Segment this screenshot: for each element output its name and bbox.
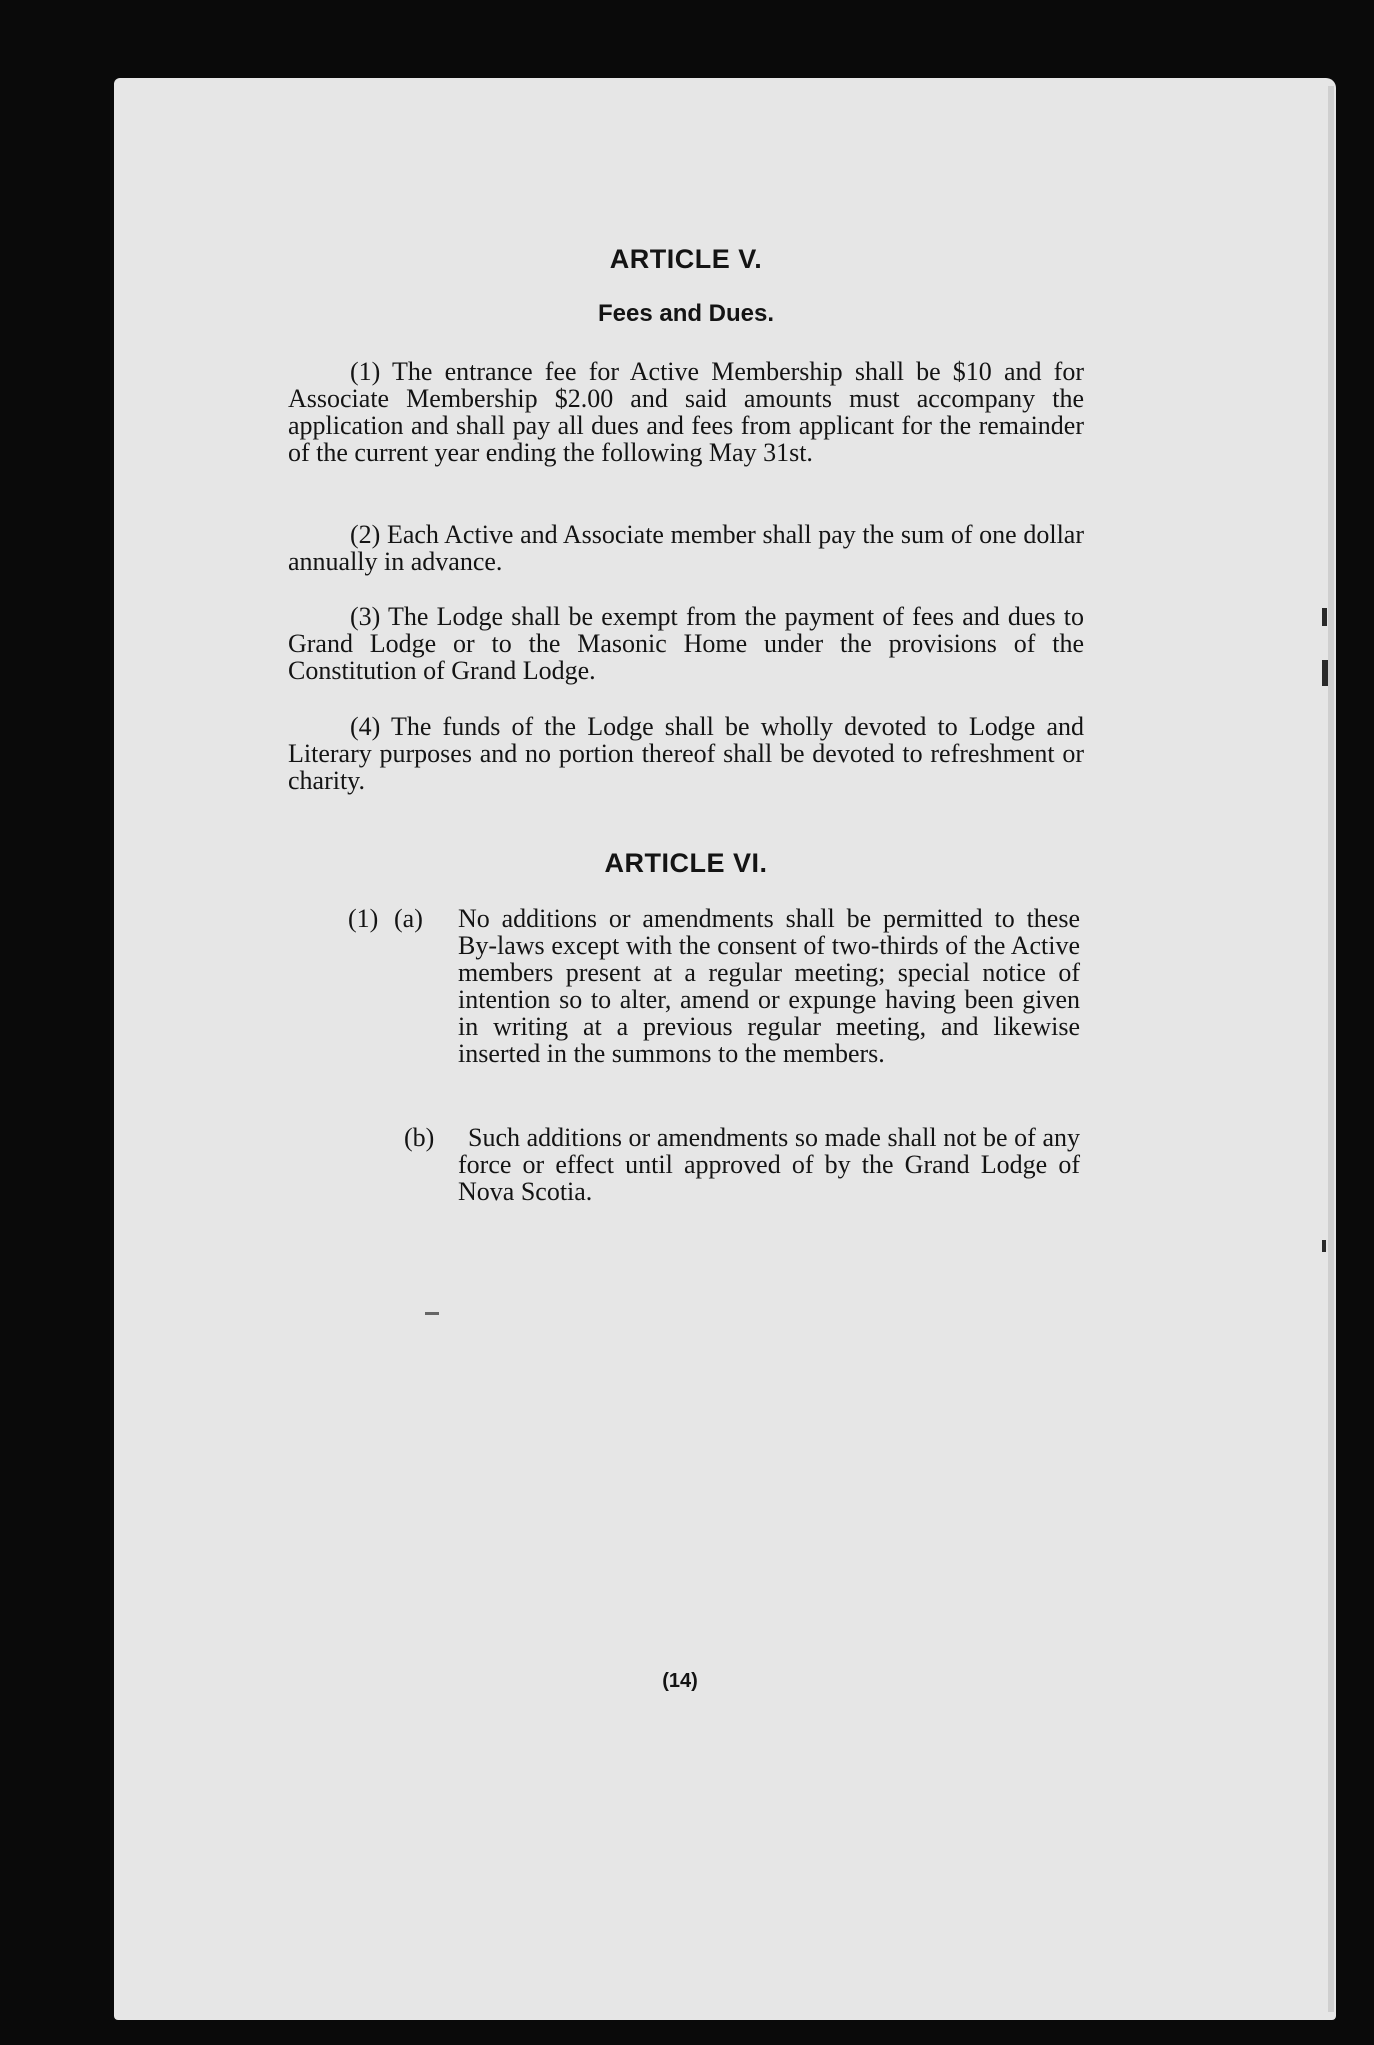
scan-speck xyxy=(1322,608,1327,626)
scan-speck xyxy=(1322,660,1328,686)
article-5-heading-wrap xyxy=(288,244,1084,275)
article-5-paragraph-4: (4) The funds of the Lodge shall be wholly devoted to Lodge and Literary purposes and no portion thereof shall be devoted to refreshment or charity. xyxy=(288,712,1084,795)
article-5-subheading: Fees and Dues. xyxy=(597,300,775,327)
article-6-item-b: Such additions or amendments so made shall not be of any force or effect until approved of by the Grand Lodge of Nova Scotia. xyxy=(458,1123,1080,1206)
article-6-item-a-label: (a) xyxy=(394,904,423,933)
article-5-paragraph-1: (1) The entrance fee for Active Membership shall be $10 and for Associate Membership $2.00 and said amounts must accompany the application and shall pay all dues and fees from applicant for the remainder of the current year ending the following May 31st. xyxy=(288,357,1084,467)
article-6-item-a: No additions or amendments shall be permitted to these By-laws except with the consent of two-thirds of the Active members present at a regular meeting; special notice of intention so to alter, amend or expunge having been given in writing at a previous regular meeting, and likewise inserted in the summons to the members. xyxy=(458,904,1080,1068)
article-5-subheading-wrap xyxy=(288,300,1084,328)
article-5-paragraph-2: (2) Each Active and Associate member shall pay the sum of one dollar annually in advance. xyxy=(288,520,1084,576)
article-6-item-b-label: (b) xyxy=(404,1123,435,1152)
article-6-section-number: (1) xyxy=(348,904,379,933)
scan-speck xyxy=(1322,1240,1326,1252)
scan-speck xyxy=(425,1312,439,1315)
article-5-heading: ARTICLE V. xyxy=(609,244,763,274)
article-6-heading: ARTICLE VI. xyxy=(604,848,768,878)
article-5-paragraph-3: (3) The Lodge shall be exempt from the payment of fees and dues to Grand Lodge or to the Masonic Home under the provisions of the Constitution of Grand Lodge. xyxy=(288,602,1084,685)
article-6-heading-wrap xyxy=(288,848,1084,879)
page-fold-shadow xyxy=(1328,86,1334,2012)
page-number: (14) xyxy=(662,1670,698,1692)
